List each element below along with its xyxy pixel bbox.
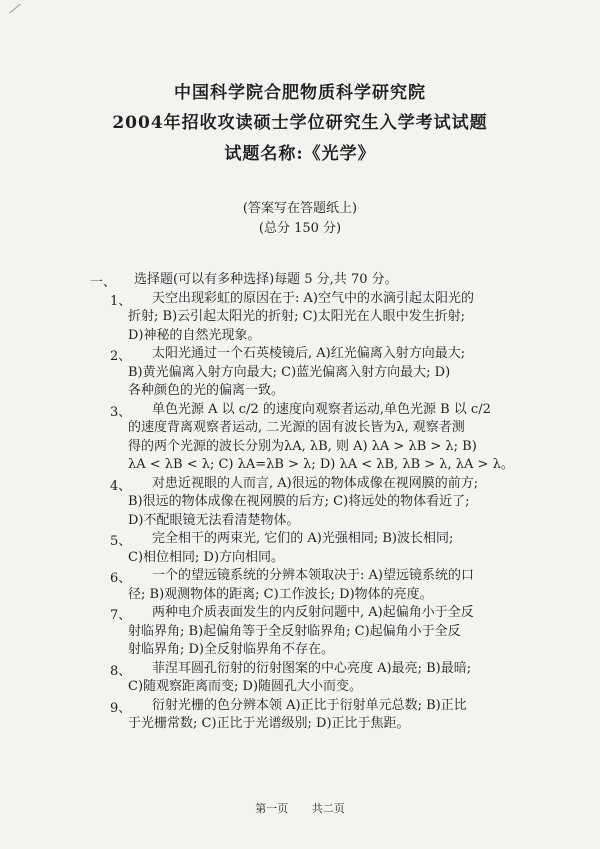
question-number: 9、 xyxy=(110,700,132,716)
question-text-line: 得的两个光源的波长分别为λA, λB, 则 A) λA > λB > λ; B) xyxy=(128,438,477,454)
question-text-line: 天空出现彩虹的原因在于: A)空气中的水滴引起太阳光的 xyxy=(152,290,474,306)
exam-title: 2004年招收攻读硕士学位研究生入学考试试题 xyxy=(112,113,488,133)
question-text-line: 径; B)观测物体的距离; C)工作波长; D)物体的亮度。 xyxy=(128,586,433,602)
section-number: 一、 xyxy=(90,275,117,290)
question-text-line: 单色光源 A 以 c/2 的速度向观察者运动,单色光源 B 以 c/2 xyxy=(152,401,491,417)
question-text-line: 菲涅耳圆孔衍射的衍射图案的中心亮度 A)最亮; B)最暗; xyxy=(152,660,472,676)
page-number: 第一页 xyxy=(255,802,289,815)
total-pages: 共二页 xyxy=(311,802,345,815)
question-text-line: 射临界角; D)全反射临界角不存在。 xyxy=(128,642,335,657)
question-text-line: 一个的望远镜系统的分辨本领取决于: A)望远镜系统的口 xyxy=(152,568,474,583)
pen-mark xyxy=(9,4,20,14)
page-footer xyxy=(0,800,600,816)
question-number: 3、 xyxy=(110,404,132,420)
institution-title: 中国科学院合肥物质科学研究院 xyxy=(174,83,426,103)
question-text-line: B)黄光偏离入射方向最大; C)蓝光偏离入射方向最大; D) xyxy=(128,364,451,380)
question-text-line: 的速度背离观察者运动, 二光源的固有波长皆为λ, 观察者测 xyxy=(128,420,465,435)
question-number: 7、 xyxy=(110,608,132,623)
answer-note: (答案写在答题纸上) xyxy=(242,201,358,216)
question-number: 6、 xyxy=(110,571,132,586)
question-text-line: 太阳光通过一个石英棱镜后, A)红光偏离入射方向最大; xyxy=(152,346,466,361)
question-text-line: C)随观察距离而变; D)随圆孔大小而变。 xyxy=(128,679,363,694)
question-text-line: B)很远的物体成像在视网膜的后方; C)将远处的物体看近了; xyxy=(128,494,470,509)
question-text-line: λA < λB < λ; C) λA=λB > λ; D) λA < λB, λB > λ, λA > λ。 xyxy=(128,457,514,472)
question-number: 1、 xyxy=(110,293,132,309)
question-text-line: C)相位相同; D)方向相同。 xyxy=(128,549,285,565)
question-text-line: 对患近视眼的人而言, A)很远的物体成像在视网膜的前方; xyxy=(152,475,479,491)
question-text-line: 各种颜色的光的偏离一致。 xyxy=(128,383,285,398)
question-text-line: 射临界角; B)起偏角等于全反射临界角; C)起偏角小于全反 xyxy=(128,623,461,639)
question-text-line: 于光栅常数; C)正比于光谱级别; D)正比于焦距。 xyxy=(128,716,410,731)
question-number: 8、 xyxy=(110,663,132,679)
question-number: 5、 xyxy=(110,534,132,549)
question-number: 4、 xyxy=(110,478,132,494)
question-text-line: 两种电介质表面发生的内反射问题中, A)起偏角小于全反 xyxy=(152,605,474,620)
question-number: 2、 xyxy=(110,349,132,364)
subject-title: 试题名称:《光学》 xyxy=(224,144,376,164)
question-text-line: 衍射光栅的色分辨本领 A)正比于衍射单元总数; B)正比 xyxy=(152,697,467,713)
section-title: 选择题(可以有多种选择)每题 5 分,共 70 分。 xyxy=(134,272,398,287)
question-text-line: D)不配眼镜无法看清楚物体。 xyxy=(128,512,300,528)
question-text-line: 折射; B)云引起太阳光的折射; C)太阳光在人眼中发生折射; xyxy=(128,309,466,324)
total-score: (总分 150 分) xyxy=(258,221,342,236)
question-text-line: D)神秘的自然光现象。 xyxy=(128,327,261,343)
question-text-line: 完全相干的两束光, 它们的 A)光强相同; B)波长相同; xyxy=(152,531,454,546)
